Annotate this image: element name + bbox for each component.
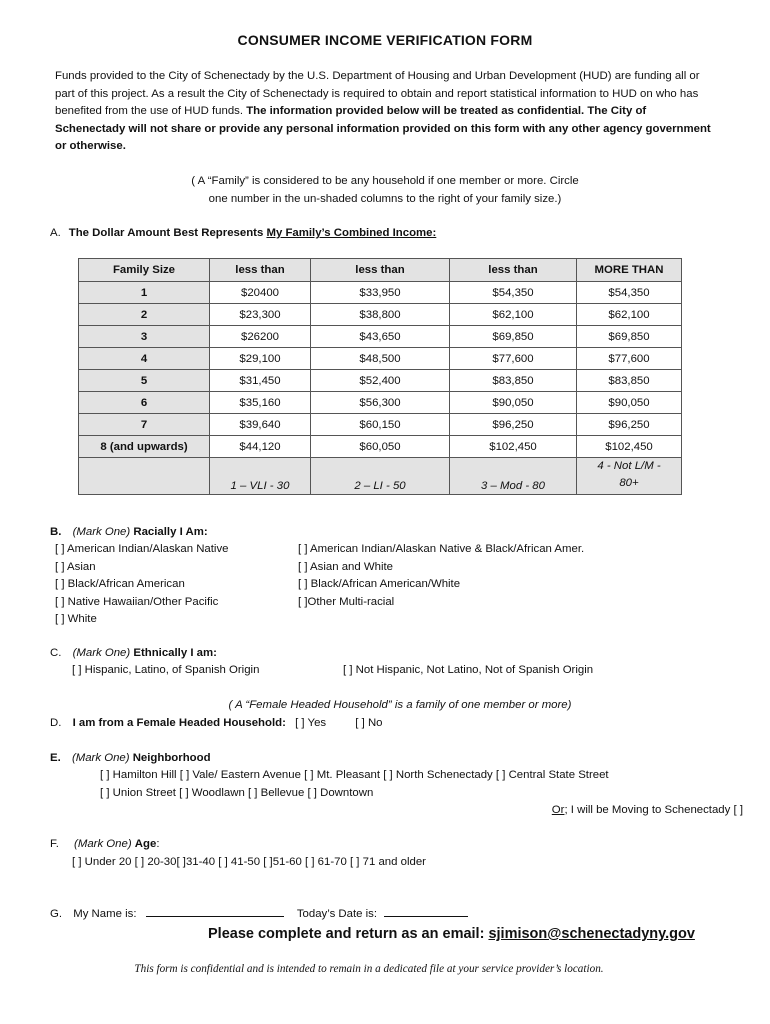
section-b-mark: (Mark One) bbox=[72, 526, 131, 538]
section-c-mark: (Mark One) bbox=[72, 647, 131, 659]
name-label: My Name is: bbox=[73, 908, 137, 920]
income-table-footer bbox=[79, 458, 682, 495]
section-f-heading bbox=[50, 836, 160, 854]
section-e-mark: (Mark One) bbox=[71, 752, 130, 764]
income-cell[interactable]: $83,850 bbox=[577, 370, 682, 392]
intro-bold-text: The information provided below will be treated as confidential. The City of Schenectady will not share or provide any personal information provided on this form with any other agency government or otherwise. bbox=[55, 105, 711, 153]
name-input-line[interactable] bbox=[146, 916, 284, 917]
section-d-row bbox=[50, 715, 383, 733]
header-col3: less than bbox=[450, 259, 577, 282]
section-g-row bbox=[50, 906, 468, 924]
family-size-cell: 7 bbox=[79, 414, 210, 436]
section-a-heading bbox=[50, 227, 436, 239]
table-row bbox=[79, 282, 682, 304]
return-text: Please complete and return as an email: bbox=[208, 926, 489, 942]
section-a-underlined: My Family’s Combined Income: bbox=[266, 227, 437, 239]
header-family-size: Family Size bbox=[79, 259, 210, 282]
income-cell[interactable]: $39,640 bbox=[210, 414, 311, 436]
section-c-label: Ethnically I am: bbox=[133, 647, 217, 659]
section-f-colon: : bbox=[156, 838, 160, 850]
race-option[interactable]: [ ] Black/African American bbox=[55, 578, 185, 590]
income-table-header bbox=[79, 259, 682, 282]
intro-normal-text: Funds provided to the City of Schenectady by the U.S. Department of Housing and Urban Development (HUD) are funding all or part of this project. As a result the City of Schenectady is required to obtain and report statistical information to HUD on who has benefited from the use of HUD funds. bbox=[55, 70, 700, 118]
section-f-letter: F. bbox=[50, 838, 59, 850]
income-cell[interactable]: $31,450 bbox=[210, 370, 311, 392]
female-headed-no[interactable]: [ ] No bbox=[355, 717, 383, 729]
income-cell[interactable]: $102,450 bbox=[577, 436, 682, 458]
income-cell[interactable]: $96,250 bbox=[577, 414, 682, 436]
race-option[interactable]: [ ] Black/African American/White bbox=[298, 578, 461, 590]
income-cell[interactable]: $33,950 bbox=[311, 282, 450, 304]
income-cell[interactable]: $54,350 bbox=[577, 282, 682, 304]
race-option[interactable]: [ ] Native Hawaiian/Other Pacific bbox=[55, 595, 219, 608]
family-size-cell: 8 (and upwards) bbox=[79, 436, 210, 458]
footer-empty-cell bbox=[79, 458, 210, 495]
race-option[interactable]: [ ] American Indian/Alaskan Native bbox=[55, 543, 229, 555]
neighborhood-options-line2[interactable]: [ ] Union Street [ ] Woodlawn [ ] Bellevue [ ] Downtown bbox=[100, 787, 374, 799]
moving-to-schenectady[interactable] bbox=[552, 802, 743, 820]
race-option[interactable]: [ ] American Indian/Alaskan Native & Black/African Amer. bbox=[298, 543, 585, 555]
income-cell[interactable]: $60,150 bbox=[311, 414, 450, 436]
table-row bbox=[79, 348, 682, 370]
section-d-label: I am from a Female Headed Household: bbox=[72, 717, 286, 729]
section-b-letter: B. bbox=[50, 526, 62, 538]
section-f-label: Age bbox=[134, 838, 157, 850]
table-row bbox=[79, 392, 682, 414]
section-a-letter: A. bbox=[50, 227, 61, 239]
income-cell[interactable]: $44,120 bbox=[210, 436, 311, 458]
section-e-heading bbox=[50, 750, 211, 768]
neighborhood-options-line1[interactable]: [ ] Hamilton Hill [ ] Vale/ Eastern Avenue [ ] Mt. Pleasant [ ] North Schenectady [ ] Central State Street bbox=[100, 769, 609, 781]
family-size-cell: 2 bbox=[79, 304, 210, 326]
family-size-cell: 1 bbox=[79, 282, 210, 304]
table-row bbox=[79, 304, 682, 326]
section-b-heading bbox=[50, 524, 208, 542]
ethnicity-option-hispanic[interactable]: [ ] Hispanic, Latino, of Spanish Origin bbox=[72, 664, 260, 676]
section-c-letter: C. bbox=[50, 647, 62, 659]
female-headed-note: ( A “Female Headed Household” is a family of one member or more) bbox=[228, 699, 572, 711]
family-size-cell: 5 bbox=[79, 370, 210, 392]
confidential-footer: This form is confidential and is intended to remain in a dedicated file at your service provider’s location. bbox=[134, 963, 604, 975]
income-cell[interactable]: $52,400 bbox=[311, 370, 450, 392]
header-col1: less than bbox=[210, 259, 311, 282]
intro-paragraph bbox=[55, 68, 715, 156]
footer-category: 2 – LI - 50 bbox=[311, 458, 450, 495]
footer-category: 3 – Mod - 80 bbox=[450, 458, 577, 495]
race-option[interactable]: [ ] Asian and White bbox=[298, 560, 393, 573]
header-col2: less than bbox=[311, 259, 450, 282]
section-e-letter: E. bbox=[50, 752, 61, 764]
income-cell[interactable]: $38,800 bbox=[311, 304, 450, 326]
footer-category: 1 – VLI - 30 bbox=[210, 458, 311, 495]
female-headed-yes[interactable]: [ ] Yes bbox=[295, 717, 327, 729]
section-c-heading bbox=[50, 645, 217, 663]
section-g-letter: G. bbox=[50, 908, 63, 920]
income-cell[interactable]: $23,300 bbox=[210, 304, 311, 326]
income-cell[interactable]: $90,050 bbox=[450, 392, 577, 414]
table-row bbox=[79, 326, 682, 348]
section-e-label: Neighborhood bbox=[132, 752, 211, 764]
or-label: Or bbox=[551, 804, 565, 816]
income-cell[interactable]: $20400 bbox=[210, 282, 311, 304]
income-cell[interactable]: $29,100 bbox=[210, 348, 311, 370]
income-cell[interactable]: $35,160 bbox=[210, 392, 311, 414]
income-cell[interactable]: $90,050 bbox=[577, 392, 682, 414]
return-email-link[interactable]: sjimison@schenectadyny.gov bbox=[488, 926, 695, 942]
table-row bbox=[79, 414, 682, 436]
income-table bbox=[78, 258, 682, 495]
ethnicity-option-not-hispanic[interactable]: [ ] Not Hispanic, Not Latino, Not of Spanish Origin bbox=[343, 664, 594, 676]
return-instruction bbox=[208, 926, 695, 942]
moving-label: ; I will be Moving to Schenectady [ ] bbox=[564, 804, 743, 816]
section-d-letter: D. bbox=[50, 717, 62, 729]
income-cell[interactable]: $26200 bbox=[210, 326, 311, 348]
income-cell[interactable]: $77,600 bbox=[450, 348, 577, 370]
section-b-right-options bbox=[298, 541, 584, 611]
income-cell[interactable]: $96,250 bbox=[450, 414, 577, 436]
income-cell[interactable]: $48,500 bbox=[311, 348, 450, 370]
income-cell[interactable]: $56,300 bbox=[311, 392, 450, 414]
income-cell[interactable]: $62,100 bbox=[577, 304, 682, 326]
family-note-line2: one number in the un-shaded columns to the right of your family size.) bbox=[208, 192, 562, 205]
family-note-line1: ( A “Family” is considered to be any household if one member or more. Circle bbox=[191, 175, 579, 187]
family-size-cell: 6 bbox=[79, 392, 210, 414]
header-col4: MORE THAN bbox=[577, 259, 682, 282]
income-cell[interactable]: $69,850 bbox=[450, 326, 577, 348]
family-size-cell: 4 bbox=[79, 348, 210, 370]
section-f-mark: (Mark One) bbox=[74, 838, 132, 850]
income-cell[interactable]: $62,100 bbox=[450, 304, 577, 326]
date-input-line[interactable] bbox=[384, 916, 468, 917]
section-a-label: The Dollar Amount Best Represents bbox=[68, 227, 267, 239]
table-row bbox=[79, 370, 682, 392]
section-b-label: Racially I Am: bbox=[133, 526, 208, 538]
income-cell[interactable]: $102,450 bbox=[450, 436, 577, 458]
income-cell[interactable]: $77,600 bbox=[577, 348, 682, 370]
race-option[interactable]: [ ]Other Multi-racial bbox=[298, 595, 395, 608]
race-option[interactable]: [ ] White bbox=[55, 613, 97, 625]
income-cell[interactable]: $54,350 bbox=[450, 282, 577, 304]
race-option[interactable]: [ ] Asian bbox=[55, 560, 96, 573]
section-b-left-options bbox=[55, 541, 228, 629]
income-cell[interactable]: $60,050 bbox=[311, 436, 450, 458]
income-cell[interactable]: $43,650 bbox=[311, 326, 450, 348]
table-row bbox=[79, 436, 682, 458]
income-cell[interactable]: $69,850 bbox=[577, 326, 682, 348]
income-cell[interactable]: $83,850 bbox=[450, 370, 577, 392]
date-label: Today’s Date is: bbox=[296, 908, 378, 920]
form-title: CONSUMER INCOME VERIFICATION FORM bbox=[237, 32, 533, 48]
family-note bbox=[0, 173, 770, 208]
footer-category: 4 - Not L/M - 80+ bbox=[577, 458, 682, 495]
age-options[interactable]: [ ] Under 20 [ ] 20-30[ ]31-40 [ ] 41-50 [ ]51-60 [ ] 61-70 [ ] 71 and older bbox=[72, 856, 426, 868]
family-size-cell: 3 bbox=[79, 326, 210, 348]
